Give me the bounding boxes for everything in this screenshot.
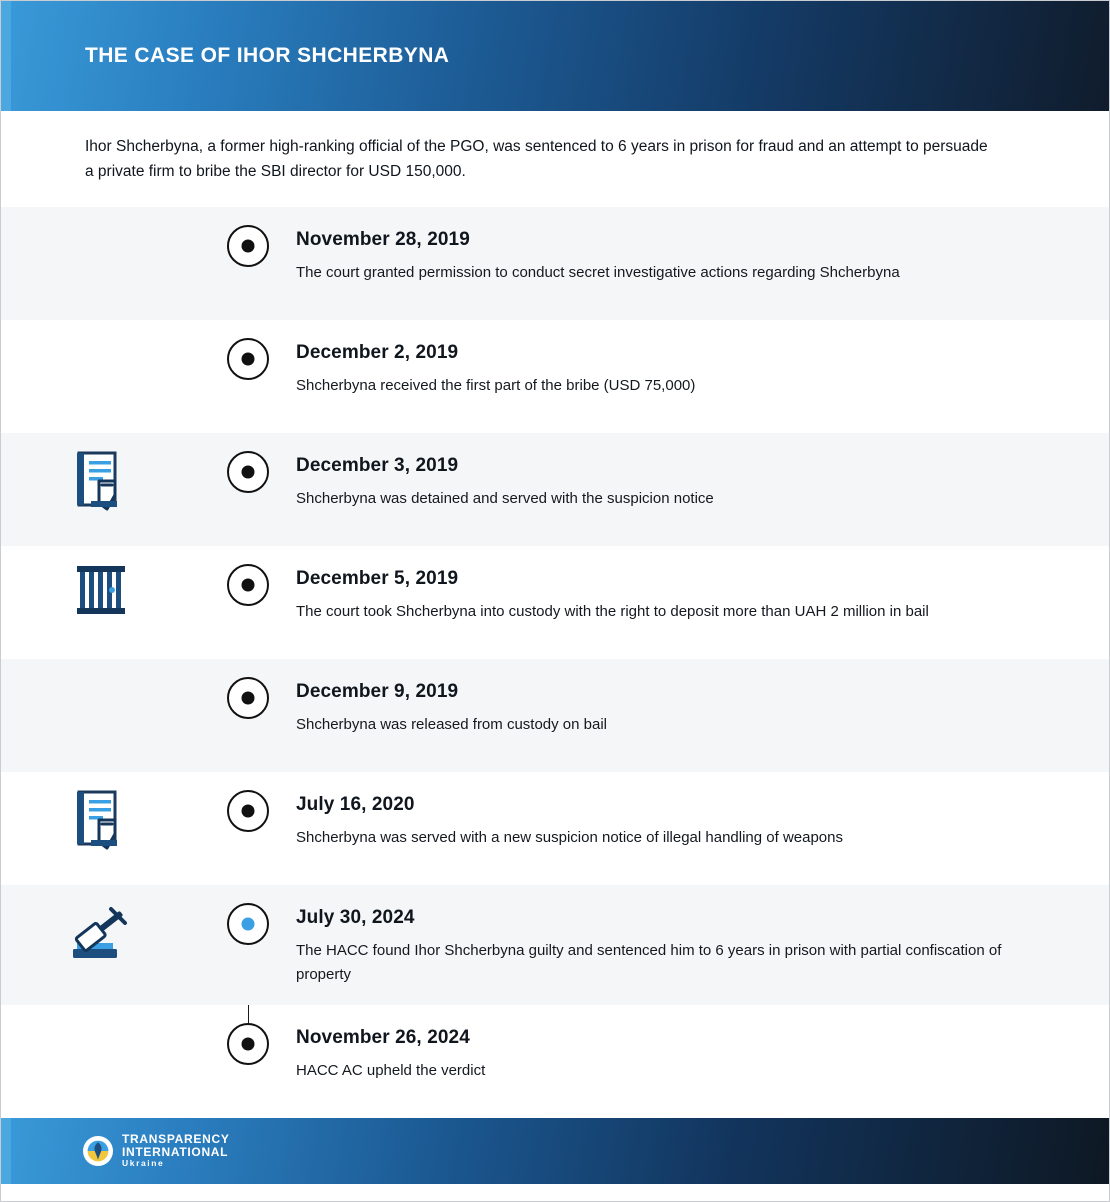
timeline-dot xyxy=(227,677,269,719)
intro-text: Ihor Shcherbyna, a former high-ranking official of the PGO, was sentenced to 6 years in prison for fraud and an attempt to persuade a private firm to bribe the SBI director for USD 150,000. xyxy=(85,138,988,180)
timeline-description: HACC AC upheld the verdict xyxy=(296,1061,486,1079)
timeline-dot-core xyxy=(242,917,255,930)
ti-ukraine-logo-icon xyxy=(83,1136,113,1166)
header-banner xyxy=(1,1,1109,111)
timeline-row xyxy=(1,885,1109,1005)
timeline-dot-core xyxy=(242,578,255,591)
timeline xyxy=(1,207,1109,1118)
timeline-dot-core xyxy=(242,691,255,704)
timeline-dot xyxy=(227,1023,269,1065)
footer-accent-bar xyxy=(1,1118,11,1184)
timeline-row xyxy=(1,433,1109,546)
timeline-content xyxy=(296,546,1109,642)
timeline-dot-core xyxy=(242,239,255,252)
timeline-date: November 28, 2019 xyxy=(296,228,470,250)
timeline-icon-slot xyxy=(1,546,201,616)
timeline-description: The HACC found Ihor Shcherbyna guilty and sentenced him to 6 years in prison with partial confiscation of property xyxy=(296,941,1002,983)
intro-section xyxy=(1,111,1109,207)
timeline-content xyxy=(296,207,1109,303)
timeline-dot xyxy=(227,338,269,380)
timeline-icon-slot xyxy=(1,885,201,965)
timeline-content xyxy=(296,772,1109,868)
organization-name xyxy=(122,1133,230,1168)
timeline-content xyxy=(296,1005,1109,1101)
timeline-content xyxy=(296,433,1109,529)
timeline-dot xyxy=(227,225,269,267)
timeline-icon-slot xyxy=(1,772,201,850)
timeline-date: December 9, 2019 xyxy=(296,680,459,702)
timeline-content xyxy=(296,885,1109,1005)
timeline-row xyxy=(1,659,1109,772)
timeline-row xyxy=(1,207,1109,320)
timeline-description: Shcherbyna was served with a new suspicion notice of illegal handling of weapons xyxy=(296,828,843,846)
prison-bars-icon xyxy=(75,564,127,616)
timeline-dot xyxy=(227,790,269,832)
logo-line-3: Ukraine xyxy=(122,1157,165,1168)
organization-logo xyxy=(83,1133,230,1168)
timeline-date: July 30, 2024 xyxy=(296,906,415,928)
timeline-dot xyxy=(227,564,269,606)
timeline-date: December 2, 2019 xyxy=(296,341,459,363)
timeline-content xyxy=(296,659,1109,755)
timeline-dot xyxy=(227,451,269,493)
timeline-icon-slot xyxy=(1,320,201,338)
timeline-date: December 5, 2019 xyxy=(296,567,459,589)
timeline-dot-core xyxy=(242,352,255,365)
timeline-description: The court took Shcherbyna into custody with the right to deposit more than UAH 2 million in bail xyxy=(296,602,929,620)
suspicion-notice-icon xyxy=(75,790,127,850)
timeline-content xyxy=(296,320,1109,416)
timeline-description: Shcherbyna was detained and served with the suspicion notice xyxy=(296,489,714,507)
timeline-description: Shcherbyna received the first part of the bribe (USD 75,000) xyxy=(296,376,696,394)
timeline-row xyxy=(1,320,1109,433)
timeline-date: December 3, 2019 xyxy=(296,454,459,476)
timeline-icon-slot xyxy=(1,659,201,677)
timeline-row xyxy=(1,546,1109,659)
timeline-icon-slot xyxy=(1,207,201,225)
gavel-icon xyxy=(67,903,135,965)
timeline-icon-slot xyxy=(1,433,201,511)
header-accent-bar xyxy=(1,1,11,111)
timeline-dot-core xyxy=(242,465,255,478)
timeline-dot-current xyxy=(227,903,269,945)
timeline-description: The court granted permission to conduct secret investigative actions regarding Shcherbyna xyxy=(296,263,900,281)
timeline-row xyxy=(1,1005,1109,1118)
timeline-date: July 16, 2020 xyxy=(296,793,415,815)
timeline-row xyxy=(1,772,1109,885)
footer-banner xyxy=(1,1118,1109,1184)
logo-line-2: INTERNATIONAL xyxy=(122,1145,229,1159)
timeline-dot-core xyxy=(242,1037,255,1050)
timeline-icon-slot xyxy=(1,1005,201,1023)
timeline-description: Shcherbyna was released from custody on bail xyxy=(296,715,608,733)
timeline-dot-core xyxy=(242,804,255,817)
suspicion-notice-icon xyxy=(75,451,127,511)
page-title: THE CASE OF IHOR SHCHERBYNA xyxy=(85,44,450,67)
timeline-date: November 26, 2024 xyxy=(296,1026,470,1048)
logo-line-1: TRANSPARENCY xyxy=(122,1132,230,1147)
